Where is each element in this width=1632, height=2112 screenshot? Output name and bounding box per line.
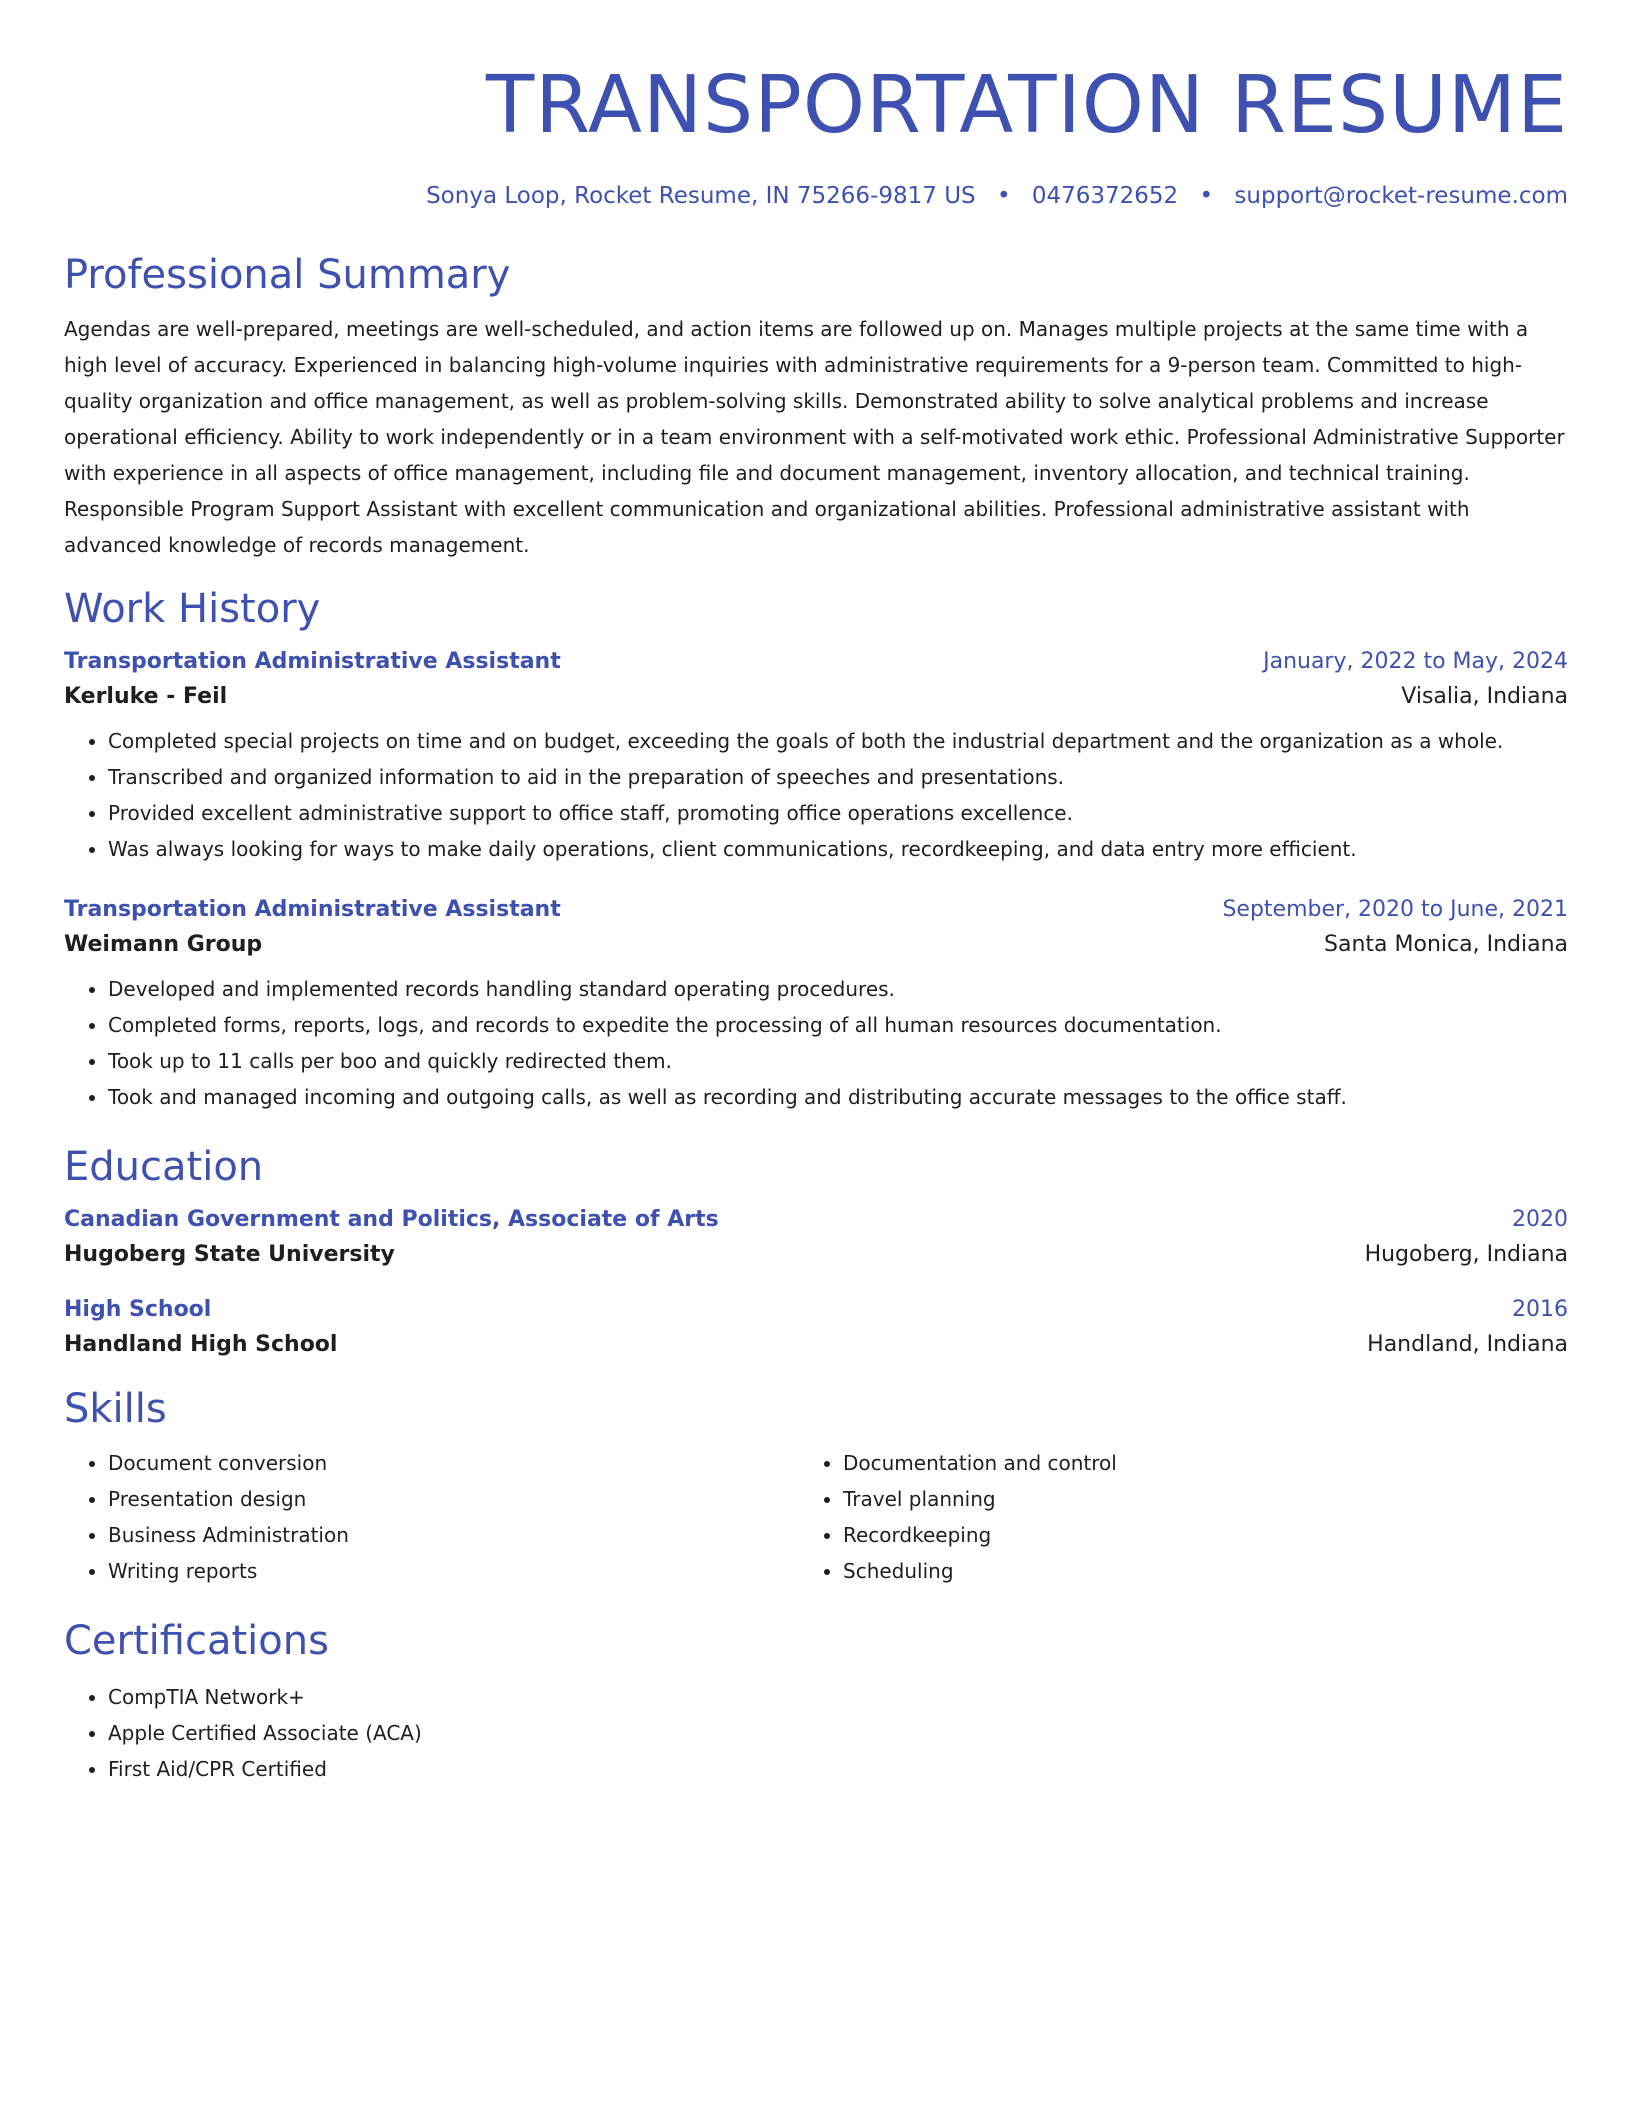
skills-grid [64, 1445, 1568, 1589]
section-heading: Education [64, 1143, 264, 1190]
certifications-section [64, 1617, 1568, 1787]
list-item: • Presentation design [108, 1481, 799, 1517]
certifications-list [64, 1679, 1568, 1787]
contact-separator: • [996, 183, 1011, 209]
summary-paragraph: Agendas are well-prepared, meetings are well-scheduled, and action items are followed up on. Manages multiple projects at the same time with a high level of accuracy. Experienced in balancing high-volume inquiries with administrative requirements for a 9-person team. Committed to high-quality organization and office management, as well as problem-solving skills. Demonstrated ability to solve analytical problems and increase operational efficiency. Ability to work independently or in a team environment with a self-motivated work ethic. Professional Administrative Supporter with experience in all aspects of office management, including file and document management, inventory allocation, and technical training. Responsible Program Support Assistant with excellent communication and organizational abilities. Professional administrative assistant with advanced knowledge of records management. [64, 316, 1565, 557]
job-bullets [64, 971, 1568, 1115]
education-year: 2016 [1512, 1296, 1568, 1322]
education-header-row [64, 1297, 1568, 1322]
contact-line [64, 183, 1568, 211]
education-section [64, 1143, 1568, 1357]
contact-phone: 0476372652 [1031, 183, 1179, 209]
job-header-row [64, 897, 1568, 922]
list-item: • Provided excellent administrative support to office staff, promoting office operations excellence. [108, 795, 1568, 831]
job-entry [64, 649, 1568, 867]
education-school: Handland High School [64, 1331, 338, 1357]
job-dates: January, 2022 to May, 2024 [1263, 648, 1568, 674]
professional-summary-section [64, 251, 1568, 563]
list-item: • Recordkeeping [843, 1517, 1534, 1553]
job-title: Transportation Administrative Assistant [64, 896, 561, 922]
education-school-row [64, 1242, 1568, 1267]
list-item: • Travel planning [843, 1481, 1534, 1517]
skills-list-left [64, 1445, 799, 1589]
job-dates: September, 2020 to June, 2021 [1222, 896, 1568, 922]
job-location: Santa Monica, Indiana [1324, 931, 1568, 957]
section-heading: Professional Summary [64, 251, 511, 298]
education-location: Handland, Indiana [1367, 1331, 1568, 1357]
job-company: Kerluke - Feil [64, 683, 228, 709]
education-school-row [64, 1332, 1568, 1357]
section-heading: Skills [64, 1385, 167, 1432]
education-header-row [64, 1207, 1568, 1232]
list-item: • Documentation and control [843, 1445, 1534, 1481]
section-heading: Certifications [64, 1617, 329, 1664]
list-item: • CompTIA Network+ [108, 1679, 1568, 1715]
section-heading: Work History [64, 585, 321, 632]
list-item: • Completed special projects on time and on budget, exceeding the goals of both the industrial department and the organization as a whole. [108, 723, 1568, 759]
skills-section [64, 1385, 1568, 1589]
list-item: • Apple Certified Associate (ACA) [108, 1715, 1568, 1751]
education-degree: High School [64, 1296, 212, 1322]
contact-separator: • [1199, 183, 1214, 209]
list-item: • Writing reports [108, 1553, 799, 1589]
work-history-section [64, 585, 1568, 1115]
education-entry [64, 1297, 1568, 1357]
education-school: Hugoberg State University [64, 1241, 395, 1267]
list-item: • Business Administration [108, 1517, 799, 1553]
list-item: • First Aid/CPR Certified [108, 1751, 1568, 1787]
education-entry [64, 1207, 1568, 1267]
job-bullets [64, 723, 1568, 867]
resume-title: TRANSPORTATION RESUME [485, 59, 1568, 151]
list-item: • Transcribed and organized information to aid in the preparation of speeches and presentations. [108, 759, 1568, 795]
job-location: Visalia, Indiana [1401, 683, 1568, 709]
job-company-row [64, 932, 1568, 957]
list-item: • Scheduling [843, 1553, 1534, 1589]
education-location: Hugoberg, Indiana [1364, 1241, 1568, 1267]
skills-list-right [799, 1445, 1534, 1589]
list-item: • Was always looking for ways to make daily operations, client communications, recordkeeping, and data entry more efficient. [108, 831, 1568, 867]
job-entry [64, 897, 1568, 1115]
list-item: • Document conversion [108, 1445, 799, 1481]
education-year: 2020 [1512, 1206, 1568, 1232]
list-item: • Took up to 11 calls per boo and quickly redirected them. [108, 1043, 1568, 1079]
resume-header [64, 59, 1568, 211]
job-title: Transportation Administrative Assistant [64, 648, 561, 674]
list-item: • Developed and implemented records handling standard operating procedures. [108, 971, 1568, 1007]
list-item: • Completed forms, reports, logs, and records to expedite the processing of all human resources documentation. [108, 1007, 1568, 1043]
contact-email: support@rocket-resume.com [1234, 183, 1568, 209]
job-company-row [64, 684, 1568, 709]
job-company: Weimann Group [64, 931, 263, 957]
list-item: • Took and managed incoming and outgoing calls, as well as recording and distributing accurate messages to the office staff. [108, 1079, 1568, 1115]
contact-address: Sonya Loop, Rocket Resume, IN 75266-9817 US [426, 183, 976, 209]
education-degree: Canadian Government and Politics, Associate of Arts [64, 1206, 719, 1232]
job-header-row [64, 649, 1568, 674]
